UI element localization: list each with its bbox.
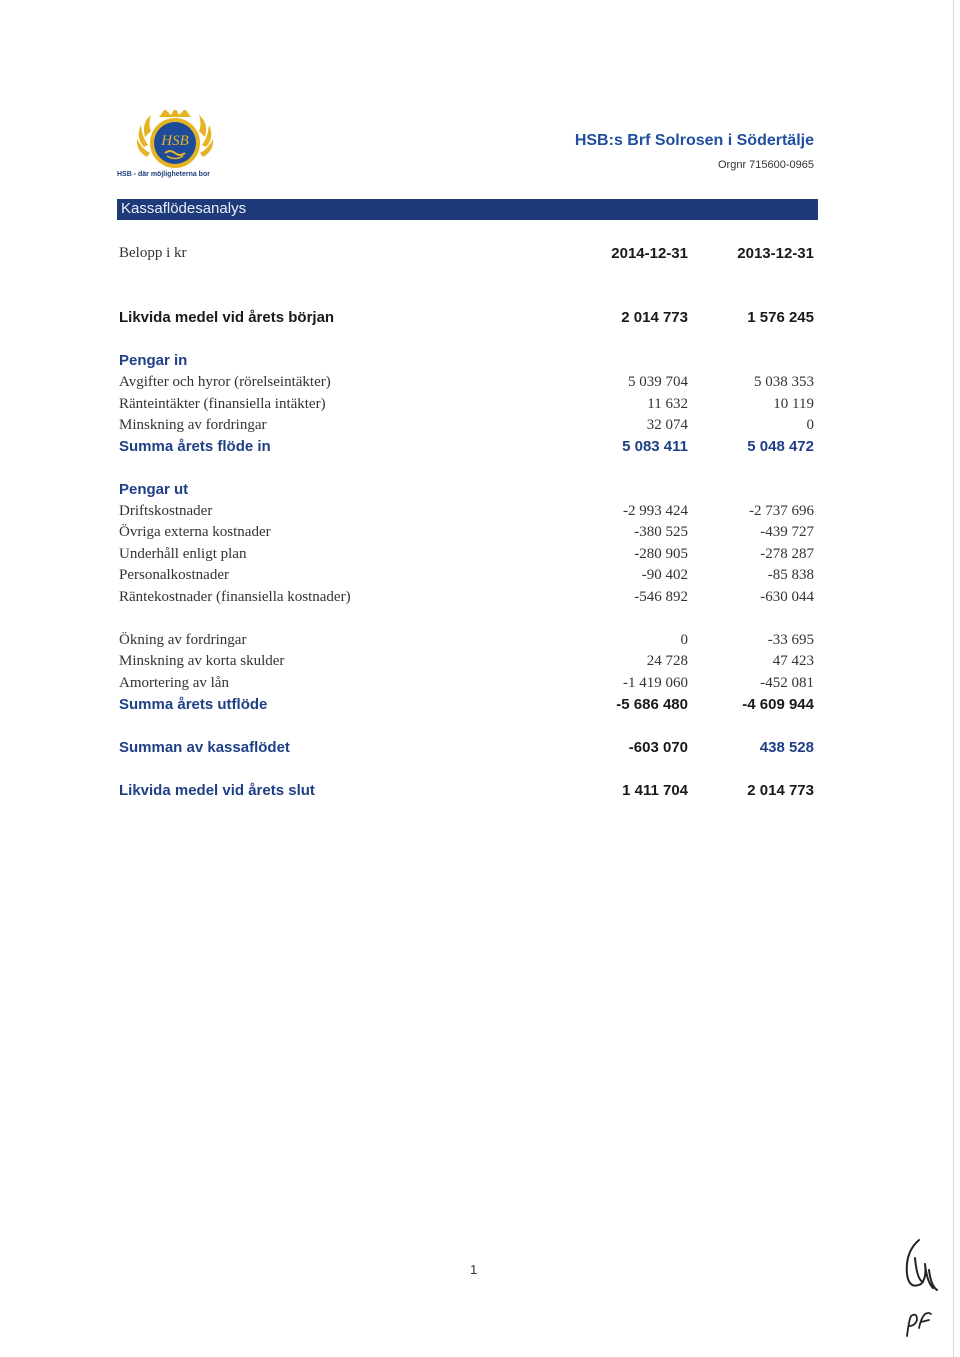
- section-banner: [117, 199, 818, 220]
- row-value-2014: -90 402: [641, 567, 688, 583]
- table-row: [0, 524, 960, 544]
- row-value-2014: 1 411 704: [622, 782, 688, 799]
- row-label: Ränteintäkter (finansiella intäkter): [119, 396, 326, 412]
- row-value-2013: -630 044: [760, 589, 814, 605]
- row-value-2013: 47 423: [772, 653, 814, 669]
- table-row: [0, 567, 960, 587]
- row-label: Likvida medel vid årets början: [119, 309, 335, 326]
- organization-number: Orgnr 715600-0965: [717, 159, 814, 171]
- table-row: [0, 546, 960, 566]
- organization-name: HSB:s Brf Solrosen i Södertälje: [574, 132, 814, 149]
- row-label: Avgifter och hyror (rörelseintäkter): [119, 374, 331, 390]
- table-row: [0, 675, 960, 695]
- row-value-2014: 5 083 411: [622, 438, 688, 455]
- row-label: Personalkostnader: [119, 567, 229, 583]
- row-value-2014: 24 728: [646, 653, 688, 669]
- banner-title: Kassaflödesanalys: [121, 200, 247, 217]
- column-year-2013: 2013-12-31: [737, 245, 814, 262]
- row-value-2013: -85 838: [767, 567, 814, 583]
- row-value-2014: -2 993 424: [623, 503, 688, 519]
- column-label: Belopp i kr: [119, 245, 187, 261]
- opening-balance-row: [0, 309, 960, 329]
- row-label: Likvida medel vid årets slut: [119, 782, 315, 799]
- row-value-2013: 10 119: [773, 396, 814, 412]
- row-label: Räntekostnader (finansiella kostnader): [119, 589, 351, 605]
- closing-balance-row: [0, 782, 960, 802]
- section-heading-pengar-ut: [0, 481, 960, 501]
- row-value-2013: -4 609 944: [742, 696, 814, 713]
- row-value-2014: -380 525: [634, 524, 688, 540]
- row-value-2014: -5 686 480: [616, 696, 688, 713]
- row-value-2014: 11 632: [647, 396, 688, 412]
- cashflow-total-row: [0, 739, 960, 759]
- row-value-2013: 1 576 245: [747, 309, 814, 326]
- table-row: [0, 503, 960, 523]
- row-label: Underhåll enligt plan: [119, 546, 247, 562]
- row-value-2014: 2 014 773: [621, 309, 688, 326]
- row-label: Minskning av korta skulder: [119, 653, 285, 669]
- row-value-2013: 2 014 773: [747, 782, 814, 799]
- section-title: Pengar in: [119, 352, 188, 369]
- row-value-2014: 5 039 704: [628, 374, 688, 390]
- row-label: Driftskostnader: [119, 503, 213, 519]
- table-row: [0, 374, 960, 394]
- row-value-2014: -1 419 060: [623, 675, 688, 691]
- page-number: 1: [470, 1262, 478, 1277]
- row-label: Summan av kassaflödet: [119, 739, 290, 756]
- svg-text:HSB: HSB: [161, 133, 189, 149]
- row-value-2013: -33 695: [767, 632, 814, 648]
- section-title: Pengar ut: [119, 481, 189, 498]
- row-value-2014: 0: [680, 632, 688, 648]
- row-label: Summa årets utflöde: [119, 696, 268, 713]
- row-label: Övriga externa kostnader: [119, 524, 271, 540]
- handwritten-initials-icon: [895, 1230, 945, 1340]
- row-label: Ökning av fordringar: [119, 632, 247, 648]
- table-row: [0, 396, 960, 416]
- row-value-2013: 0: [806, 417, 814, 433]
- sum-row-out: [0, 696, 960, 716]
- column-year-2014: 2014-12-31: [611, 245, 688, 262]
- row-value-2013: -278 287: [760, 546, 814, 562]
- row-value-2013: -439 727: [760, 524, 814, 540]
- row-label: Amortering av lån: [119, 675, 229, 691]
- row-label: Minskning av fordringar: [119, 417, 267, 433]
- column-header-row: [0, 245, 960, 265]
- row-value-2013: -2 737 696: [749, 503, 814, 519]
- table-row: [0, 417, 960, 437]
- sum-row-in: [0, 438, 960, 458]
- row-value-2014: -280 905: [634, 546, 688, 562]
- row-value-2014: -603 070: [628, 739, 688, 756]
- row-value-2013: 5 048 472: [747, 438, 814, 455]
- table-row: [0, 632, 960, 652]
- row-value-2013: 5 038 353: [754, 374, 814, 390]
- row-value-2013: -452 081: [760, 675, 814, 691]
- row-value-2014: -546 892: [634, 589, 688, 605]
- section-heading-pengar-in: [0, 352, 960, 372]
- row-value-2014: 32 074: [646, 417, 688, 433]
- row-value-2013: 438 528: [759, 739, 814, 756]
- row-label: Summa årets flöde in: [119, 438, 271, 455]
- table-row: [0, 589, 960, 609]
- logo-tagline: HSB - där möjligheterna bor: [117, 171, 210, 178]
- table-row: [0, 653, 960, 673]
